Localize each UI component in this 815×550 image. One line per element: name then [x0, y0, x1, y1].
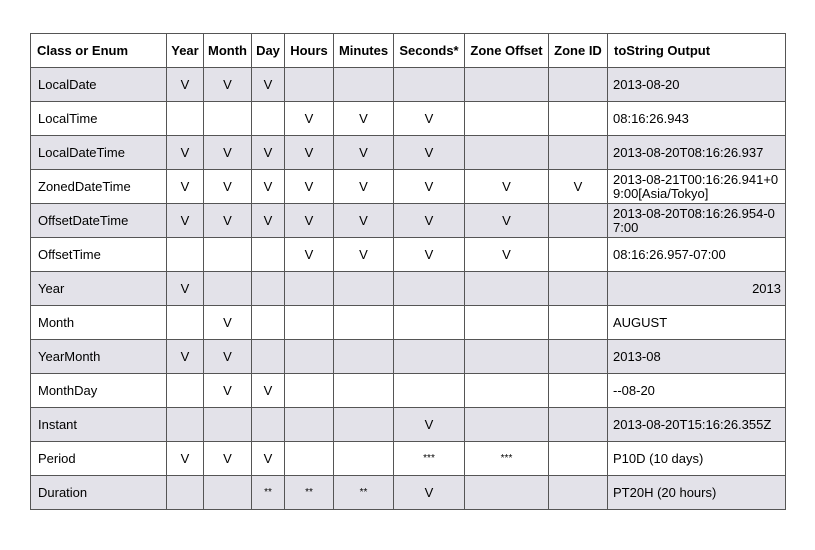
field-support-cell: V: [204, 68, 252, 102]
field-support-cell: [465, 408, 549, 442]
field-support-cell: [465, 136, 549, 170]
field-support-cell: [204, 102, 252, 136]
field-support-cell: [167, 408, 204, 442]
field-support-cell: [285, 374, 334, 408]
field-support-cell: V: [285, 238, 334, 272]
field-support-cell: V: [394, 408, 465, 442]
field-support-cell: V: [394, 476, 465, 510]
field-support-cell: [394, 374, 465, 408]
header-row: [31, 34, 786, 68]
field-support-cell: [549, 408, 608, 442]
tostring-output-cell: 2013-08-20T08:16:26.937: [608, 136, 786, 170]
field-support-cell: [394, 272, 465, 306]
field-support-cell: [252, 306, 285, 340]
column-header: Hours: [285, 34, 334, 68]
field-support-cell: [285, 442, 334, 476]
field-support-cell: V: [394, 204, 465, 238]
field-support-cell: [549, 476, 608, 510]
field-support-cell: V: [167, 340, 204, 374]
field-support-cell: [549, 306, 608, 340]
field-support-cell: [549, 340, 608, 374]
table-body: [31, 68, 786, 510]
field-support-cell: [285, 272, 334, 306]
field-support-cell: V: [334, 170, 394, 204]
tostring-output-cell: 2013-08: [608, 340, 786, 374]
field-support-cell: [334, 340, 394, 374]
field-support-cell: [549, 136, 608, 170]
tostring-output-cell: 2013: [608, 272, 786, 306]
field-support-cell: V: [252, 136, 285, 170]
field-support-cell: **: [285, 476, 334, 510]
field-support-cell: [204, 272, 252, 306]
class-name-cell: OffsetDateTime: [31, 204, 167, 238]
tostring-output-cell: 2013-08-20T08:16:26.954-07:00: [608, 204, 786, 238]
class-name-cell: Instant: [31, 408, 167, 442]
field-support-cell: V: [167, 170, 204, 204]
field-support-cell: V: [204, 136, 252, 170]
tostring-output-cell: 2013-08-20: [608, 68, 786, 102]
field-support-cell: V: [167, 136, 204, 170]
field-support-cell: [465, 374, 549, 408]
field-support-cell: V: [204, 306, 252, 340]
column-header: Month: [204, 34, 252, 68]
column-header: Zone Offset: [465, 34, 549, 68]
table-row: [31, 102, 786, 136]
field-support-cell: [167, 306, 204, 340]
table-row: [31, 272, 786, 306]
field-support-cell: V: [394, 136, 465, 170]
field-support-cell: [252, 408, 285, 442]
field-support-cell: V: [204, 374, 252, 408]
field-support-cell: V: [252, 374, 285, 408]
field-support-cell: [549, 68, 608, 102]
field-support-cell: V: [334, 238, 394, 272]
field-support-cell: V: [285, 136, 334, 170]
table-row: [31, 238, 786, 272]
tostring-output-cell: PT20H (20 hours): [608, 476, 786, 510]
field-support-cell: [252, 102, 285, 136]
field-support-cell: [334, 374, 394, 408]
field-support-cell: [167, 238, 204, 272]
class-name-cell: Duration: [31, 476, 167, 510]
column-header: Seconds*: [394, 34, 465, 68]
field-support-cell: [465, 306, 549, 340]
field-support-cell: [167, 476, 204, 510]
class-name-cell: Period: [31, 442, 167, 476]
field-support-cell: V: [252, 204, 285, 238]
field-support-cell: [549, 442, 608, 476]
field-support-cell: [334, 306, 394, 340]
class-name-cell: LocalDate: [31, 68, 167, 102]
date-time-classes-table: [30, 33, 786, 510]
field-support-cell: [285, 408, 334, 442]
table-row: [31, 476, 786, 510]
field-support-cell: V: [394, 170, 465, 204]
column-header: Class or Enum: [31, 34, 167, 68]
field-support-cell: [252, 340, 285, 374]
class-name-cell: LocalDateTime: [31, 136, 167, 170]
column-header: Zone ID: [549, 34, 608, 68]
field-support-cell: [204, 408, 252, 442]
field-support-cell: [465, 272, 549, 306]
field-support-cell: V: [465, 204, 549, 238]
field-support-cell: [394, 68, 465, 102]
field-support-cell: [549, 272, 608, 306]
field-support-cell: V: [285, 170, 334, 204]
tostring-output-cell: 2013-08-20T15:16:26.355Z: [608, 408, 786, 442]
field-support-cell: [167, 374, 204, 408]
field-support-cell: [252, 272, 285, 306]
table-row: [31, 68, 786, 102]
tostring-output-cell: 08:16:26.943: [608, 102, 786, 136]
field-support-cell: [465, 476, 549, 510]
field-support-cell: [465, 102, 549, 136]
field-support-cell: V: [465, 170, 549, 204]
class-name-cell: LocalTime: [31, 102, 167, 136]
field-support-cell: **: [334, 476, 394, 510]
field-support-cell: V: [204, 170, 252, 204]
field-support-cell: [394, 306, 465, 340]
class-name-cell: Month: [31, 306, 167, 340]
field-support-cell: V: [204, 442, 252, 476]
class-name-cell: YearMonth: [31, 340, 167, 374]
column-header: Year: [167, 34, 204, 68]
class-name-cell: OffsetTime: [31, 238, 167, 272]
field-support-cell: [334, 272, 394, 306]
field-support-cell: [167, 102, 204, 136]
table-row: [31, 442, 786, 476]
table-row: [31, 306, 786, 340]
field-support-cell: [465, 340, 549, 374]
class-name-cell: MonthDay: [31, 374, 167, 408]
table-row: [31, 340, 786, 374]
column-header: Day: [252, 34, 285, 68]
tostring-output-cell: 08:16:26.957-07:00: [608, 238, 786, 272]
field-support-cell: V: [167, 272, 204, 306]
field-support-cell: [285, 68, 334, 102]
field-support-cell: **: [252, 476, 285, 510]
field-support-cell: V: [252, 170, 285, 204]
field-support-cell: V: [394, 102, 465, 136]
field-support-cell: [549, 204, 608, 238]
field-support-cell: V: [465, 238, 549, 272]
field-support-cell: [549, 238, 608, 272]
field-support-cell: [549, 102, 608, 136]
field-support-cell: [204, 476, 252, 510]
field-support-cell: V: [285, 204, 334, 238]
field-support-cell: V: [252, 442, 285, 476]
tostring-output-cell: AUGUST: [608, 306, 786, 340]
class-name-cell: ZonedDateTime: [31, 170, 167, 204]
class-name-cell: Year: [31, 272, 167, 306]
field-support-cell: V: [549, 170, 608, 204]
field-support-cell: [285, 340, 334, 374]
field-support-cell: V: [167, 442, 204, 476]
field-support-cell: V: [394, 238, 465, 272]
field-support-cell: V: [334, 136, 394, 170]
field-support-cell: [465, 68, 549, 102]
field-support-cell: [204, 238, 252, 272]
field-support-cell: V: [167, 68, 204, 102]
table-row: [31, 136, 786, 170]
field-support-cell: [394, 340, 465, 374]
field-support-cell: [334, 68, 394, 102]
field-support-cell: [334, 442, 394, 476]
field-support-cell: [252, 238, 285, 272]
table-row: [31, 374, 786, 408]
field-support-cell: ***: [394, 442, 465, 476]
field-support-cell: [285, 306, 334, 340]
field-support-cell: ***: [465, 442, 549, 476]
table-row: [31, 170, 786, 204]
field-support-cell: V: [334, 102, 394, 136]
field-support-cell: V: [167, 204, 204, 238]
tostring-output-cell: 2013-08-21T00:16:26.941+09:00[Asia/Tokyo]: [608, 170, 786, 204]
table-row: [31, 204, 786, 238]
field-support-cell: V: [204, 340, 252, 374]
tostring-output-cell: --08-20: [608, 374, 786, 408]
field-support-cell: V: [252, 68, 285, 102]
table-row: [31, 408, 786, 442]
field-support-cell: [334, 408, 394, 442]
field-support-cell: [549, 374, 608, 408]
column-header: Minutes: [334, 34, 394, 68]
field-support-cell: V: [334, 204, 394, 238]
column-header: toString Output: [608, 34, 786, 68]
field-support-cell: V: [285, 102, 334, 136]
field-support-cell: V: [204, 204, 252, 238]
tostring-output-cell: P10D (10 days): [608, 442, 786, 476]
table-container: [30, 33, 786, 510]
